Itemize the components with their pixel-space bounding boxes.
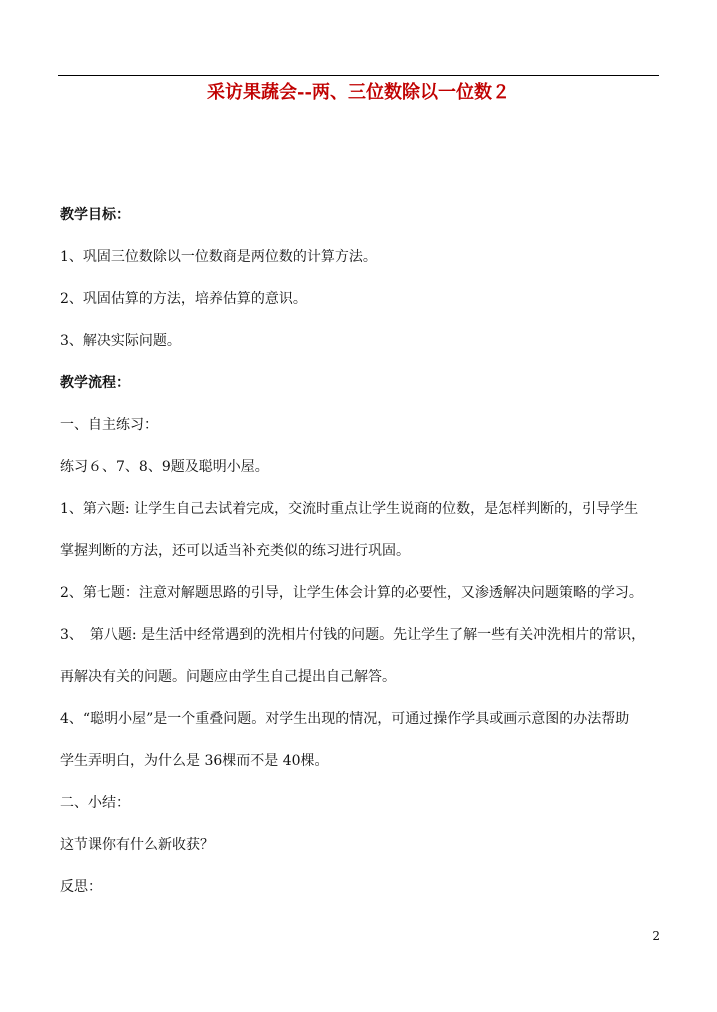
practice-item-4-line-1: 4、“聪明小屋”是一个重叠问题。对学生出现的情况，可通过操作学具或画示意图的办法帮助 bbox=[60, 711, 630, 727]
practice-item-1-line-1: 1、第六题: 让学生自己去试着完成，交流时重点让学生说商的位数，是怎样判断的，引导学生 bbox=[60, 501, 639, 517]
header-rule bbox=[58, 75, 659, 76]
page-title: 采访果蔬会--两、三位数除以一位数２ bbox=[207, 82, 510, 103]
practice-item-3-line-1: 3、 第八题: 是生活中经常遇到的洗相片付钱的问题。先让学生了解一些有关冲洗相片的常识， bbox=[60, 627, 646, 643]
page-number: 2 bbox=[652, 929, 660, 943]
practice-item-2: 2、第七题：注意对解题思路的引导，让学生体会计算的必要性，又渗透解决问题策略的学习。 bbox=[60, 585, 643, 601]
subsection-summary: 二、小结： bbox=[60, 795, 130, 811]
section-heading-process: 教学流程： bbox=[60, 375, 130, 391]
reflection-label: 反思： bbox=[60, 879, 102, 895]
subsection-self-practice: 一、自主练习： bbox=[60, 417, 158, 433]
practice-item-1-line-2: 掌握判断的方法，还可以适当补充类似的练习进行巩固。 bbox=[60, 543, 410, 559]
goal-item-2: 2、巩固估算的方法，培养估算的意识。 bbox=[60, 291, 307, 307]
goal-item-1: 1、巩固三位数除以一位数商是两位数的计算方法。 bbox=[60, 249, 377, 265]
goal-item-3: 3、解决实际问题。 bbox=[60, 333, 181, 349]
summary-question: 这节课你有什么新收获？ bbox=[60, 837, 214, 853]
practice-intro: 练习６、7、8、9题及聪明小屋。 bbox=[60, 459, 269, 475]
practice-item-3-line-2: 再解决有关的问题。问题应由学生自己提出自己解答。 bbox=[60, 669, 396, 685]
section-heading-goals: 教学目标： bbox=[60, 207, 130, 223]
practice-item-4-line-2: 学生弄明白，为什么是 36棵而不是 40棵。 bbox=[60, 753, 329, 769]
